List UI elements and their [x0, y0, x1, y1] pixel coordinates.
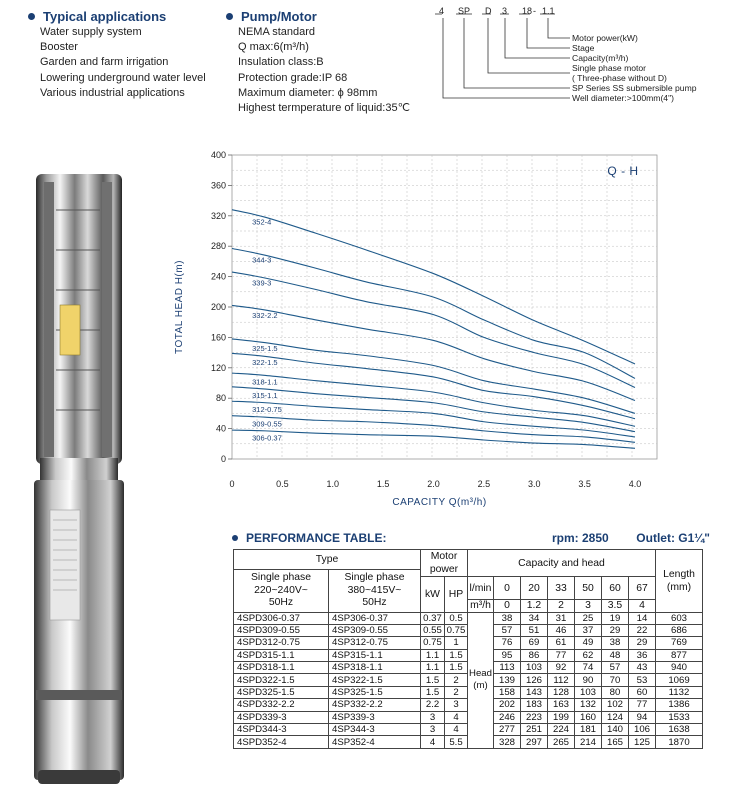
- flow-m3h-cell: 4: [629, 600, 656, 612]
- application-item: Garden and farm irrigation: [40, 56, 169, 69]
- head-value-cell: 51: [521, 624, 548, 636]
- y-tick-label: 40: [215, 423, 226, 434]
- kw-cell: 0.55: [421, 624, 445, 636]
- x-tick-label: 2.0: [427, 479, 440, 489]
- model-380v-cell: 4SP325-1.5: [329, 686, 421, 698]
- hp-cell: 2: [445, 686, 468, 698]
- series-line-344-3: [232, 248, 635, 378]
- motor-spec-list: [226, 25, 410, 116]
- flow-lmin-cell: 50: [575, 577, 602, 600]
- capacity-head-header: Capacity and head: [468, 550, 656, 577]
- kw-cell: 3: [421, 724, 445, 736]
- head-value-cell: 29: [629, 637, 656, 649]
- head-value-cell: 94: [629, 711, 656, 723]
- length-cell: 1870: [656, 736, 703, 748]
- flow-m3h-cell: 1.2: [521, 600, 548, 612]
- x-tick-label: 4.0: [628, 479, 642, 489]
- series-label: 315-1.1: [252, 391, 278, 401]
- head-value-cell: 202: [494, 699, 521, 711]
- performance-title: PERFORMANCE TABLE:: [246, 531, 387, 545]
- code-part-stage: 18: [522, 6, 533, 16]
- legend-motor-power: Motor power(kW): [572, 33, 638, 43]
- series-label: 325-1.5: [252, 344, 278, 354]
- head-value-cell: 70: [602, 674, 629, 686]
- head-value-cell: 76: [494, 637, 521, 649]
- legend-three-phase: ( Three-phase without D): [572, 73, 667, 83]
- length-cell: 686: [656, 624, 703, 636]
- motor-spec-item: Maximum diameter: ϕ 98mm: [238, 86, 378, 99]
- head-value-cell: 199: [548, 711, 575, 723]
- rpm-label: rpm: 2850: [552, 531, 609, 545]
- performance-table: [233, 549, 703, 749]
- head-value-cell: 34: [521, 612, 548, 624]
- hp-header: HP: [445, 577, 468, 613]
- motor-title: Pump/Motor: [226, 9, 410, 24]
- head-value-cell: 126: [521, 674, 548, 686]
- x-tick-label: 3.5: [578, 479, 591, 489]
- head-value-cell: 43: [629, 662, 656, 674]
- code-part-capacity: 3: [502, 6, 508, 16]
- head-value-cell: 22: [629, 624, 656, 636]
- head-value-cell: 158: [494, 686, 521, 698]
- hp-cell: 1.5: [445, 662, 468, 674]
- application-item: Booster: [40, 41, 78, 54]
- head-value-cell: 214: [575, 736, 602, 748]
- x-axis-title: CAPACITY Q(m³/h): [392, 497, 487, 508]
- kw-cell: 0.37: [421, 612, 445, 624]
- flow-m3h-cell: 2: [548, 600, 575, 612]
- pump-product-image: [24, 170, 134, 790]
- y-tick-label: 120: [210, 362, 226, 373]
- kw-cell: 4: [421, 736, 445, 748]
- head-label-cell: Head (m): [468, 612, 494, 748]
- kw-cell: 1.1: [421, 649, 445, 661]
- applications-list: [28, 25, 206, 101]
- code-part-dash: -: [533, 6, 536, 16]
- code-part-power: 1.1: [542, 6, 555, 16]
- series-label: 352-4: [252, 217, 272, 227]
- series-label: 322-1.5: [252, 358, 278, 368]
- motor-spec-item: NEMA standard: [238, 26, 316, 38]
- outlet-label: Outlet: G1¼": [636, 531, 710, 545]
- series-label: 339-3: [252, 278, 272, 288]
- head-value-cell: 31: [548, 612, 575, 624]
- legend-stage: Stage: [572, 43, 595, 53]
- code-part-series: SP: [458, 6, 471, 16]
- y-tick-label: 240: [210, 271, 226, 282]
- lmin-header: l/min: [468, 577, 494, 600]
- flow-lmin-cell: 60: [602, 577, 629, 600]
- head-value-cell: 90: [575, 674, 602, 686]
- model-380v-cell: 4SP339-3: [329, 711, 421, 723]
- y-tick-label: 280: [210, 241, 226, 252]
- single-phase-380-header: Single phase 380~415V~ 50Hz: [329, 570, 421, 613]
- series-label: 309-0.55: [252, 419, 282, 429]
- type-header: Type: [234, 550, 421, 570]
- model-220v-cell: 4SPD312-0.75: [234, 637, 329, 649]
- series-line-339-3: [232, 272, 635, 388]
- model-380v-cell: 4SP344-3: [329, 724, 421, 736]
- hp-cell: 4: [445, 711, 468, 723]
- head-value-cell: 46: [548, 624, 575, 636]
- model-220v-cell: 4SPD332-2.2: [234, 699, 329, 711]
- head-value-cell: 49: [575, 637, 602, 649]
- head-value-cell: 113: [494, 662, 521, 674]
- head-value-cell: 124: [602, 711, 629, 723]
- y-tick-label: 400: [210, 150, 226, 160]
- head-value-cell: 246: [494, 711, 521, 723]
- head-value-cell: 103: [521, 662, 548, 674]
- model-220v-cell: 4SPD339-3: [234, 711, 329, 723]
- head-value-cell: 103: [575, 686, 602, 698]
- series-label: 312-0.75: [252, 405, 282, 415]
- model-380v-cell: 4SP332-2.2: [329, 699, 421, 711]
- application-item: Water supply system: [40, 26, 142, 38]
- head-value-cell: 224: [548, 724, 575, 736]
- head-value-cell: 139: [494, 674, 521, 686]
- kw-header: kW: [421, 577, 445, 613]
- head-value-cell: 125: [629, 736, 656, 748]
- head-value-cell: 143: [521, 686, 548, 698]
- chart-title: Q - H: [607, 164, 639, 178]
- performance-header: [232, 531, 712, 545]
- hp-cell: 4: [445, 724, 468, 736]
- legend-single-phase: Single phase motor: [572, 63, 647, 73]
- head-value-cell: 223: [521, 711, 548, 723]
- x-tick-label: 0: [229, 479, 235, 489]
- motor-spec-item: Highest termperature of liquid:35℃: [238, 102, 410, 115]
- length-cell: 1386: [656, 699, 703, 711]
- legend-capacity: Capacity(m³/h): [572, 53, 629, 63]
- model-380v-cell: 4SP306-0.37: [329, 612, 421, 624]
- y-tick-label: 360: [210, 180, 226, 191]
- kw-cell: 1.1: [421, 662, 445, 674]
- application-item: Lowering underground water level: [40, 71, 206, 84]
- head-value-cell: 14: [629, 612, 656, 624]
- hp-cell: 1: [445, 637, 468, 649]
- head-value-cell: 160: [575, 711, 602, 723]
- x-tick-label: 3.0: [527, 479, 541, 489]
- head-value-cell: 48: [602, 649, 629, 661]
- legend-series: SP Series SS submersible pump: [572, 83, 697, 93]
- y-tick-label: 200: [210, 302, 226, 312]
- head-value-cell: 183: [521, 699, 548, 711]
- model-380v-cell: 4SP315-1.1: [329, 649, 421, 661]
- m3h-header: m³/h: [468, 600, 494, 612]
- model-code-diagram: [430, 0, 730, 110]
- hp-cell: 3: [445, 699, 468, 711]
- model-380v-cell: 4SP318-1.1: [329, 662, 421, 674]
- head-value-cell: 57: [494, 624, 521, 636]
- y-tick-label: 80: [215, 393, 226, 404]
- applications-section: [28, 9, 206, 101]
- head-value-cell: 265: [548, 736, 575, 748]
- head-value-cell: 36: [629, 649, 656, 661]
- flow-lmin-cell: 67: [629, 577, 656, 600]
- bullet-icon: [28, 13, 35, 20]
- model-220v-cell: 4SPD344-3: [234, 724, 329, 736]
- code-part-phase: D: [485, 6, 492, 16]
- length-cell: 769: [656, 637, 703, 649]
- head-value-cell: 69: [521, 637, 548, 649]
- model-380v-cell: 4SP352-4: [329, 736, 421, 748]
- q-h-chart: [170, 145, 670, 515]
- head-value-cell: 80: [602, 686, 629, 698]
- x-tick-label: 1.5: [376, 479, 390, 489]
- motor-section: [226, 9, 410, 116]
- head-value-cell: 181: [575, 724, 602, 736]
- hp-cell: 0.75: [445, 624, 468, 636]
- head-value-cell: 62: [575, 649, 602, 661]
- motor-spec-item: Q max:6(m³/h): [238, 41, 309, 54]
- bullet-icon: [226, 13, 233, 20]
- y-tick-label: 0: [220, 454, 226, 464]
- model-220v-cell: 4SPD352-4: [234, 736, 329, 748]
- head-value-cell: 95: [494, 649, 521, 661]
- flow-lmin-cell: 20: [521, 577, 548, 600]
- y-tick-label: 160: [210, 332, 226, 343]
- series-line-318-1.1: [232, 373, 635, 426]
- length-cell: 603: [656, 612, 703, 624]
- head-value-cell: 297: [521, 736, 548, 748]
- model-220v-cell: 4SPD318-1.1: [234, 662, 329, 674]
- x-tick-label: 1.0: [326, 479, 340, 489]
- hp-cell: 0.5: [445, 612, 468, 624]
- head-value-cell: 163: [548, 699, 575, 711]
- head-value-cell: 37: [575, 624, 602, 636]
- head-value-cell: 106: [629, 724, 656, 736]
- flow-lmin-cell: 33: [548, 577, 575, 600]
- model-220v-cell: 4SPD325-1.5: [234, 686, 329, 698]
- length-cell: 1533: [656, 711, 703, 723]
- head-value-cell: 86: [521, 649, 548, 661]
- kw-cell: 2.2: [421, 699, 445, 711]
- table-header-row: [234, 550, 703, 570]
- model-220v-cell: 4SPD306-0.37: [234, 612, 329, 624]
- code-leader-lines: [430, 0, 580, 110]
- head-value-cell: 92: [548, 662, 575, 674]
- head-value-cell: 38: [602, 637, 629, 649]
- head-value-cell: 165: [602, 736, 629, 748]
- kw-cell: 1.5: [421, 686, 445, 698]
- head-value-cell: 38: [494, 612, 521, 624]
- head-value-cell: 328: [494, 736, 521, 748]
- head-value-cell: 128: [548, 686, 575, 698]
- model-380v-cell: 4SP322-1.5: [329, 674, 421, 686]
- series-label: 344-3: [252, 255, 272, 265]
- head-value-cell: 102: [602, 699, 629, 711]
- series-line-332-2.2: [232, 305, 635, 400]
- x-tick-label: 2.5: [477, 479, 491, 489]
- length-header: Length (mm): [656, 550, 703, 613]
- series-line-315-1.1: [232, 387, 635, 432]
- head-value-cell: 277: [494, 724, 521, 736]
- model-380v-cell: 4SP312-0.75: [329, 637, 421, 649]
- motor-spec-item: Insulation class:B: [238, 56, 324, 69]
- model-220v-cell: 4SPD315-1.1: [234, 649, 329, 661]
- head-value-cell: 112: [548, 674, 575, 686]
- flow-lmin-cell: 0: [494, 577, 521, 600]
- x-tick-label: 0.5: [276, 479, 289, 489]
- head-value-cell: 61: [548, 637, 575, 649]
- hp-cell: 2: [445, 674, 468, 686]
- head-value-cell: 140: [602, 724, 629, 736]
- length-cell: 1132: [656, 686, 703, 698]
- length-cell: 1069: [656, 674, 703, 686]
- series-label: 306-0.37: [252, 433, 282, 443]
- flow-m3h-cell: 0: [494, 600, 521, 612]
- legend-well-diameter: Well diameter:>100mm(4"): [572, 93, 674, 103]
- length-cell: 940: [656, 662, 703, 674]
- kw-cell: 0.75: [421, 637, 445, 649]
- applications-title: Typical applications: [28, 9, 206, 24]
- head-value-cell: 60: [629, 686, 656, 698]
- code-part-well: 4: [439, 6, 445, 16]
- head-value-cell: 19: [602, 612, 629, 624]
- hp-cell: 1.5: [445, 649, 468, 661]
- series-label: 332-2.2: [252, 311, 278, 321]
- head-value-cell: 132: [575, 699, 602, 711]
- head-value-cell: 25: [575, 612, 602, 624]
- series-label: 318-1.1: [252, 377, 278, 387]
- y-tick-label: 320: [210, 210, 226, 221]
- head-value-cell: 251: [521, 724, 548, 736]
- kw-cell: 3: [421, 711, 445, 723]
- motor-power-header: Motor power: [421, 550, 468, 577]
- model-220v-cell: 4SPD309-0.55: [234, 624, 329, 636]
- head-value-cell: 77: [548, 649, 575, 661]
- single-phase-220-header: Single phase 220~240V~ 50Hz: [234, 570, 329, 613]
- model-380v-cell: 4SP309-0.55: [329, 624, 421, 636]
- flow-m3h-cell: 3: [575, 600, 602, 612]
- flow-m3h-cell: 3.5: [602, 600, 629, 612]
- table-row: [234, 612, 703, 624]
- head-value-cell: 29: [602, 624, 629, 636]
- y-axis-title: TOTAL HEAD H(m): [174, 260, 185, 354]
- length-cell: 1638: [656, 724, 703, 736]
- series-line-306-0.37: [232, 430, 635, 448]
- head-value-cell: 57: [602, 662, 629, 674]
- model-220v-cell: 4SPD322-1.5: [234, 674, 329, 686]
- application-item: Various industrial applications: [40, 86, 185, 99]
- head-value-cell: 53: [629, 674, 656, 686]
- head-value-cell: 77: [629, 699, 656, 711]
- kw-cell: 1.5: [421, 674, 445, 686]
- head-value-cell: 74: [575, 662, 602, 674]
- series-line-322-1.5: [232, 353, 635, 418]
- hp-cell: 5.5: [445, 736, 468, 748]
- motor-spec-item: Protection grade:IP 68: [238, 71, 348, 84]
- bullet-icon: [232, 535, 238, 541]
- length-cell: 877: [656, 649, 703, 661]
